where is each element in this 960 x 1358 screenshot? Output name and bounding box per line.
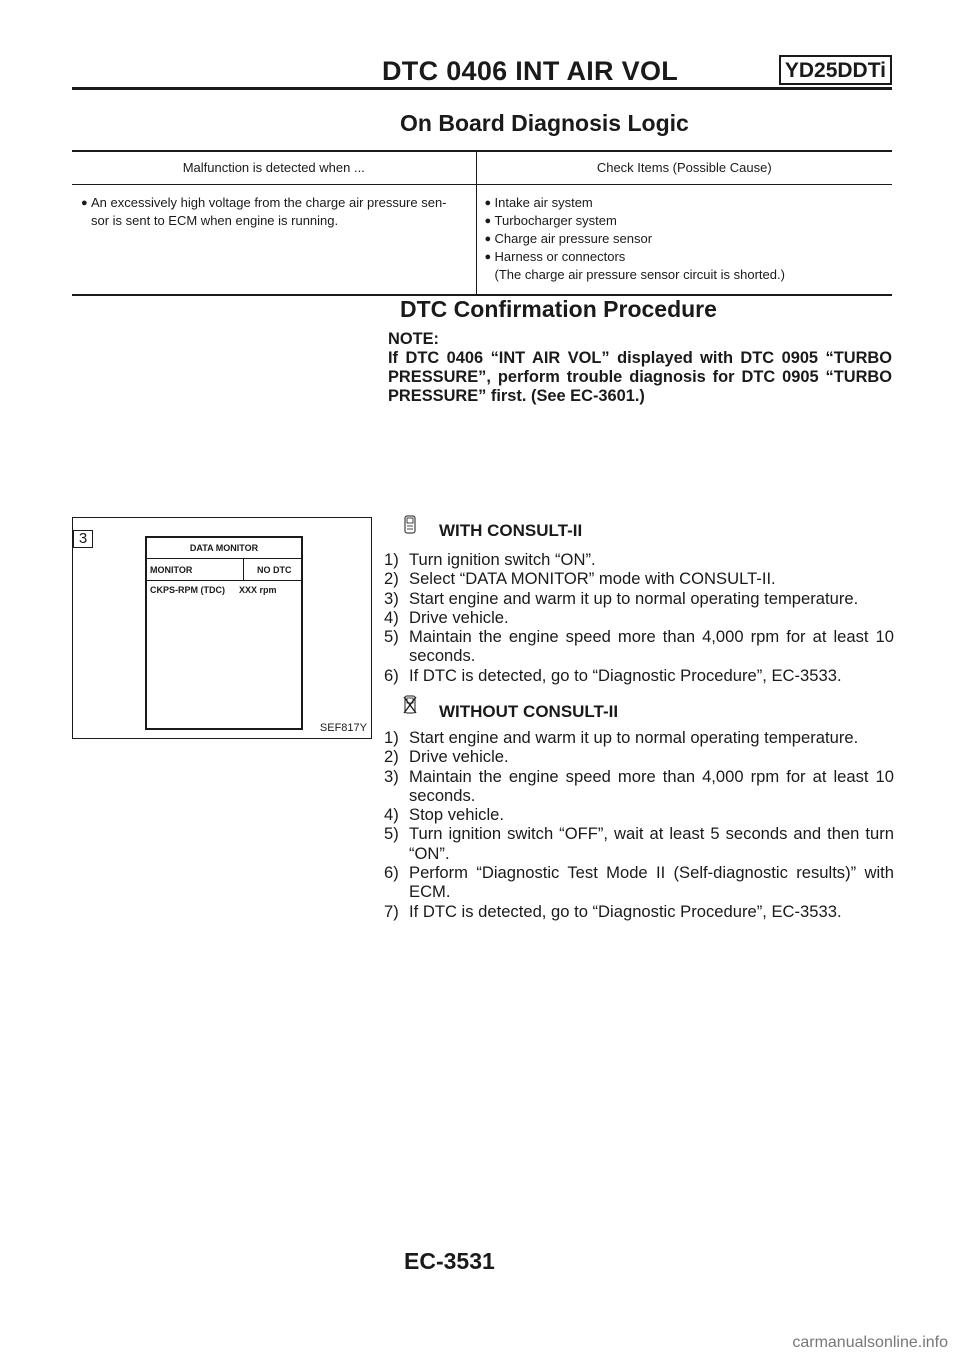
step-item	[384, 805, 894, 824]
step-text: Start engine and warm it up to normal operating temperature.	[409, 588, 859, 608]
check-item: Intake air system	[494, 194, 593, 210]
bullet-icon: ●	[484, 214, 492, 227]
step-number: 5)	[384, 627, 399, 647]
step-text: Maintain the engine speed more than 4,000 rpm for at least 10 seconds.	[409, 766, 894, 805]
column-header-check-items: Check Items (Possible Cause)	[476, 151, 892, 184]
step-item	[384, 550, 894, 569]
step-number: 3)	[384, 588, 399, 608]
page-number: EC-3531	[404, 1248, 495, 1274]
step-item	[384, 863, 894, 902]
note-label: NOTE:	[388, 330, 439, 348]
step-number: 6)	[384, 863, 399, 883]
screen-divider	[243, 559, 244, 581]
engine-badge: YD25DDTi	[779, 55, 892, 85]
bullet-icon: ●	[484, 232, 492, 245]
with-consult-steps	[384, 550, 894, 685]
step-item	[384, 608, 894, 627]
data-item-value: XXX rpm	[239, 585, 277, 595]
step-item	[384, 902, 894, 921]
consult-screen	[145, 536, 303, 730]
with-consult-title: WITH CONSULT-II	[439, 521, 583, 540]
header-title: DTC 0406 INT AIR VOL	[382, 56, 679, 86]
step-number: 6)	[384, 665, 399, 685]
bullet-icon: ●	[484, 196, 492, 209]
figure-code: SEF817Y	[319, 722, 367, 734]
step-number: 2)	[384, 747, 399, 767]
step-item	[384, 824, 894, 863]
step-text: Drive vehicle.	[409, 747, 509, 767]
site-watermark[interactable]: carmanualsonline.info	[792, 1334, 948, 1351]
malfunction-cell	[72, 184, 476, 295]
step-item	[384, 728, 894, 747]
step-text: If DTC is detected, go to “Diagnostic Procedure”, EC-3533.	[409, 901, 842, 921]
without-consult-title: WITHOUT CONSULT-II	[439, 702, 619, 721]
step-item	[384, 767, 894, 806]
diagnosis-logic-table	[72, 150, 892, 296]
no-consult-tester-icon	[403, 695, 417, 715]
step-text: Maintain the engine speed more than 4,000 rpm for at least 10 seconds.	[409, 627, 894, 666]
malfunction-line-2: sor is sent to ECM when engine is running.	[91, 212, 339, 228]
step-number: 1)	[384, 550, 399, 569]
column-header-malfunction: Malfunction is detected when ...	[72, 151, 476, 184]
check-item: Charge air pressure sensor	[494, 230, 653, 246]
step-text: Start engine and warm it up to normal operating temperature.	[409, 728, 859, 747]
malfunction-text	[91, 194, 447, 230]
obd-logic-title: On Board Diagnosis Logic	[400, 110, 689, 136]
step-text: Turn ignition switch “ON”.	[409, 550, 596, 569]
screen-header-row	[147, 559, 301, 581]
check-items-note: (The charge air pressure sensor circuit is shorted.)	[494, 266, 785, 282]
data-monitor-figure	[72, 517, 372, 739]
step-number: 5)	[384, 824, 399, 844]
step-number: 2)	[384, 569, 399, 589]
step-text: If DTC is detected, go to “Diagnostic Procedure”, EC-3533.	[409, 665, 842, 685]
step-item	[384, 589, 894, 608]
bullet-icon: ●	[484, 250, 492, 263]
step-number: 4)	[384, 805, 399, 825]
step-number: 3)	[384, 766, 399, 786]
step-item	[384, 666, 894, 685]
without-consult-steps	[384, 728, 894, 921]
check-item: Harness or connectors	[494, 248, 626, 264]
step-text: Select “DATA MONITOR” mode with CONSULT-II.	[409, 569, 776, 589]
note-block	[388, 330, 892, 406]
step-number: 1)	[384, 728, 399, 747]
step-item	[384, 747, 894, 766]
screen-status-label: NO DTC	[257, 565, 292, 575]
step-item	[384, 569, 894, 588]
note-text: If DTC 0406 “INT AIR VOL” displayed with DTC 0905 “TURBO PRESSURE”, perform trouble diagnosis for DTC 0905 “TURBO PRESSURE” first. (See EC-3601.)	[388, 349, 892, 405]
check-items-cell	[476, 184, 892, 295]
step-text: Drive vehicle.	[409, 607, 509, 627]
data-item-label: CKPS-RPM (TDC)	[150, 585, 225, 595]
table-row	[72, 184, 892, 295]
step-number: 7)	[384, 901, 399, 921]
dtc-confirmation-title: DTC Confirmation Procedure	[400, 296, 717, 322]
step-number: 4)	[384, 607, 399, 627]
step-item	[384, 627, 894, 666]
screen-title: DATA MONITOR	[147, 538, 301, 559]
step-text: Turn ignition switch “OFF”, wait at least 5 seconds and then turn “ON”.	[409, 824, 894, 863]
screen-monitor-label: MONITOR	[150, 565, 193, 575]
bullet-icon: ●	[81, 196, 88, 209]
screen-data-row	[150, 585, 277, 595]
step-text: Stop vehicle.	[409, 805, 505, 825]
check-item: Turbocharger system	[494, 212, 617, 228]
page-header	[72, 50, 892, 90]
consult-tester-icon	[403, 515, 417, 535]
step-text: Perform “Diagnostic Test Mode II (Self-diagnostic results)” with ECM.	[409, 863, 894, 902]
malfunction-line-1: An excessively high voltage from the charge air pressure sen-	[91, 194, 447, 210]
figure-number: 3	[73, 530, 93, 548]
